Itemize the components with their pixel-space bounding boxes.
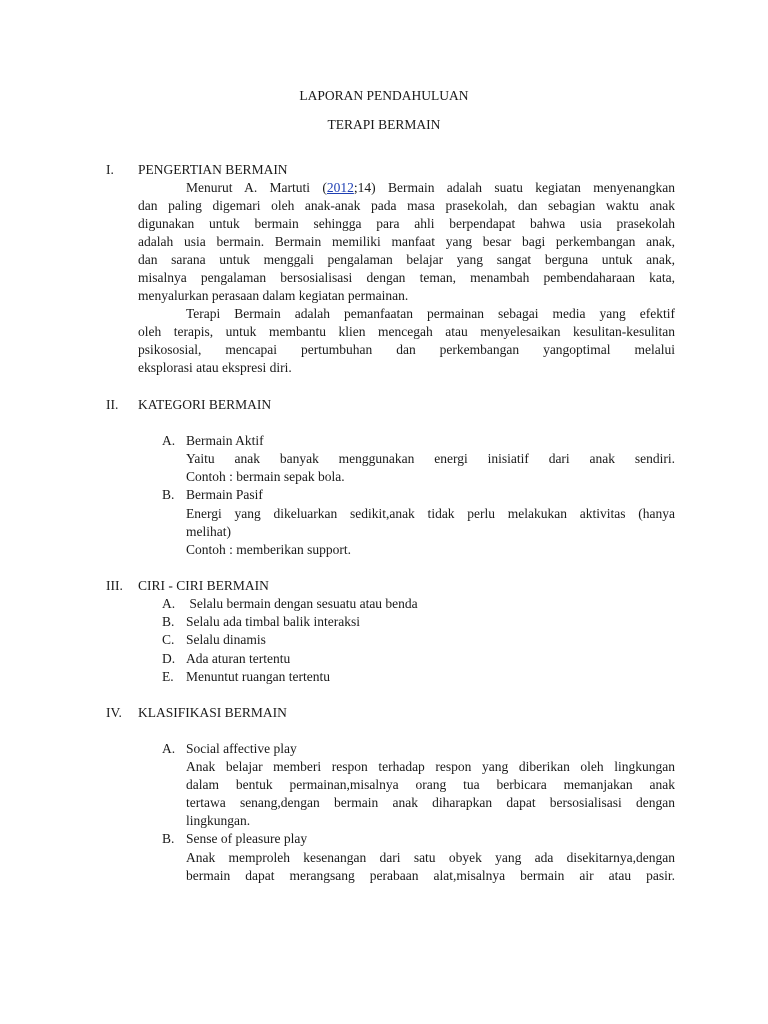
list-item-label: Selalu dinamis [186,632,266,647]
list-letter: A. [162,741,176,756]
paragraph-line: Terapi Bermain adalah pemanfaatan permainan sebagai media yang efektif [186,306,675,321]
list-item-label: Bermain Pasif [186,487,263,502]
section-heading: PENGERTIAN BERMAIN [138,162,288,177]
list-letter: B. [162,831,175,846]
list-item-label: Ada aturan tertentu [186,651,291,666]
list-item-text: Contoh : bermain sepak bola. [186,469,345,484]
section-numeral: III. [106,578,123,593]
paragraph-line: Menurut A. Martuti (2012;14) Bermain adalah suatu kegiatan menyenangkan [186,180,675,195]
citation-year-link[interactable]: 2012 [326,180,354,195]
paragraph-line: menyalurkan perasaan dalam kegiatan permainan. [138,288,409,303]
list-item-label: Selalu ada timbal balik interaksi [186,614,360,629]
list-letter: B. [162,614,175,629]
document-subtitle: TERAPI BERMAIN [327,117,441,132]
paragraph-line: digunakan untuk bermain sehingga para ahli berpendapat bahwa usia prasekolah [138,216,675,231]
list-item-label: Sense of pleasure play [186,831,308,846]
paragraph-line: eksplorasi atau ekspresi diri. [138,360,292,375]
list-letter: A. [162,596,176,611]
list-item-label: Menuntut ruangan tertentu [186,669,330,684]
list-item-label: Selalu bermain dengan sesuatu atau benda [186,596,418,611]
section-numeral: I. [106,162,114,177]
list-item-text: tertawa senang,dengan bermain anak diharapkan dapat bersosialisasi dengan [186,795,675,810]
list-item-label: Social affective play [186,741,297,756]
list-letter: A. [162,433,176,448]
paragraph-line: adalah usia bermain. Bermain memiliki manfaat yang besar bagi perkembangan anak, [138,234,675,249]
paragraph-line: dan paling digemari oleh anak-anak pada masa prasekolah, dan sebagian waktu anak [138,198,675,213]
list-item-text: melihat) [186,524,231,539]
section-numeral: IV. [106,705,122,720]
list-letter: D. [162,651,176,666]
section-heading: KATEGORI BERMAIN [138,397,272,412]
list-item-text: lingkungan. [186,813,251,828]
section-heading: KLASIFIKASI BERMAIN [138,705,287,720]
document-title: LAPORAN PENDAHULUAN [299,88,469,103]
list-item-text: Anak belajar memberi respon terhadap respon yang diberikan oleh lingkungan [186,759,675,774]
list-item-text: Contoh : memberikan support. [186,542,351,557]
list-letter: B. [162,487,175,502]
list-item-text: Yaitu anak banyak menggunakan energi inisiatif dari anak sendiri. [186,451,675,466]
paragraph-line: misalnya pengalaman bersosialisasi dengan teman, menambah pembendaharaan kata, [138,270,675,285]
list-item-text: bermain dapat merangsang perabaan alat,misalnya bermain air atau pasir. [186,868,675,883]
list-item-text: Energi yang dikeluarkan sedikit,anak tidak perlu melakukan aktivitas (hanya [186,506,675,521]
list-item-label: Bermain Aktif [186,433,264,448]
paragraph-line: psikososial, mencapai pertumbuhan dan perkembangan yangoptimal melalui [138,342,675,357]
list-letter: E. [162,669,174,684]
section-heading: CIRI - CIRI BERMAIN [138,578,269,593]
section-numeral: II. [106,397,119,412]
list-item-text: Anak memproleh kesenangan dari satu obyek yang ada disekitarnya,dengan [186,850,675,865]
paragraph-line: oleh terapis, untuk membantu klien mencegah atau menyelesaikan kesulitan-kesulitan [138,324,675,339]
paragraph-line: dan sarana untuk menggali pengalaman belajar yang sangat berguna untuk anak, [138,252,675,267]
list-letter: C. [162,632,175,647]
list-item-text: dalam bentuk permainan,misalnya orang tua berbicara memanjakan anak [186,777,675,792]
